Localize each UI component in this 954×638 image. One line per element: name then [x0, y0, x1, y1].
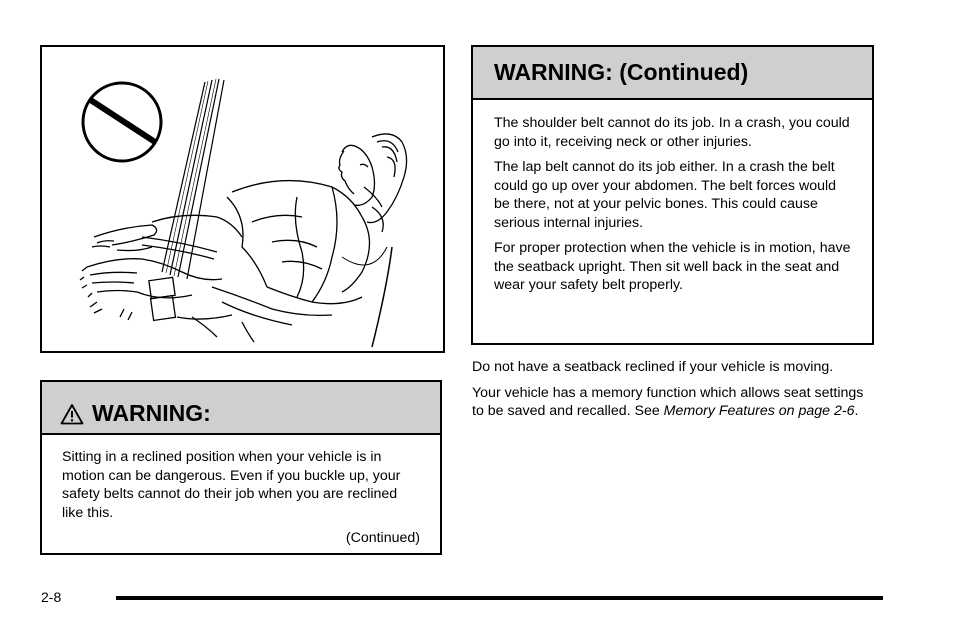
footer-rule [116, 596, 883, 600]
body-paragraph-memory [472, 384, 872, 421]
warning-text: Sitting in a reclined position when your vehicle is in motion can be dangerous. Even if you buckle up, your safety belts cannot do their job when you are reclined like this. [62, 449, 401, 521]
reclined-seat-illustration [40, 45, 445, 353]
warning-triangle-icon [60, 403, 84, 425]
continued-label: (Continued) [345, 530, 420, 546]
prohibition-icon [83, 83, 161, 161]
warning-box [40, 380, 442, 555]
warning-continued-body [473, 100, 872, 295]
warning-header [42, 382, 440, 435]
warning-continued-paragraph: The lap belt cannot do its job either. In a crash the belt could go up over your abdomen. The belt forces would be there, not at your pelvic bones. This could cause serious internal injuries. [494, 159, 837, 231]
warning-title: WARNING: [92, 400, 211, 426]
warning-continued-paragraph: For proper protection when the vehicle is in motion, have the seatback upright. Then sit well back in the seat and wear your safety belt properly. [494, 240, 851, 293]
memory-text: Your vehicle has a memory function which allows seat settings to be saved and recalled. See [472, 384, 864, 419]
warning-continued-paragraph: The shoulder belt cannot do its job. In a crash, you could go into it, receiving neck or other injuries. [494, 115, 850, 150]
memory-features-reference[interactable]: Memory Features on page 2-6 [663, 403, 855, 419]
warning-body [42, 435, 440, 548]
body-paragraph: Do not have a seatback reclined if your vehicle is moving. [472, 359, 834, 375]
warning-continued-header: WARNING: (Continued) [473, 47, 872, 100]
memory-text-end: . [854, 403, 859, 419]
page-number: 2-8 [41, 589, 62, 605]
warning-continued-box [471, 45, 874, 345]
reclined-passenger-drawing [42, 47, 443, 351]
body-text [472, 358, 872, 428]
